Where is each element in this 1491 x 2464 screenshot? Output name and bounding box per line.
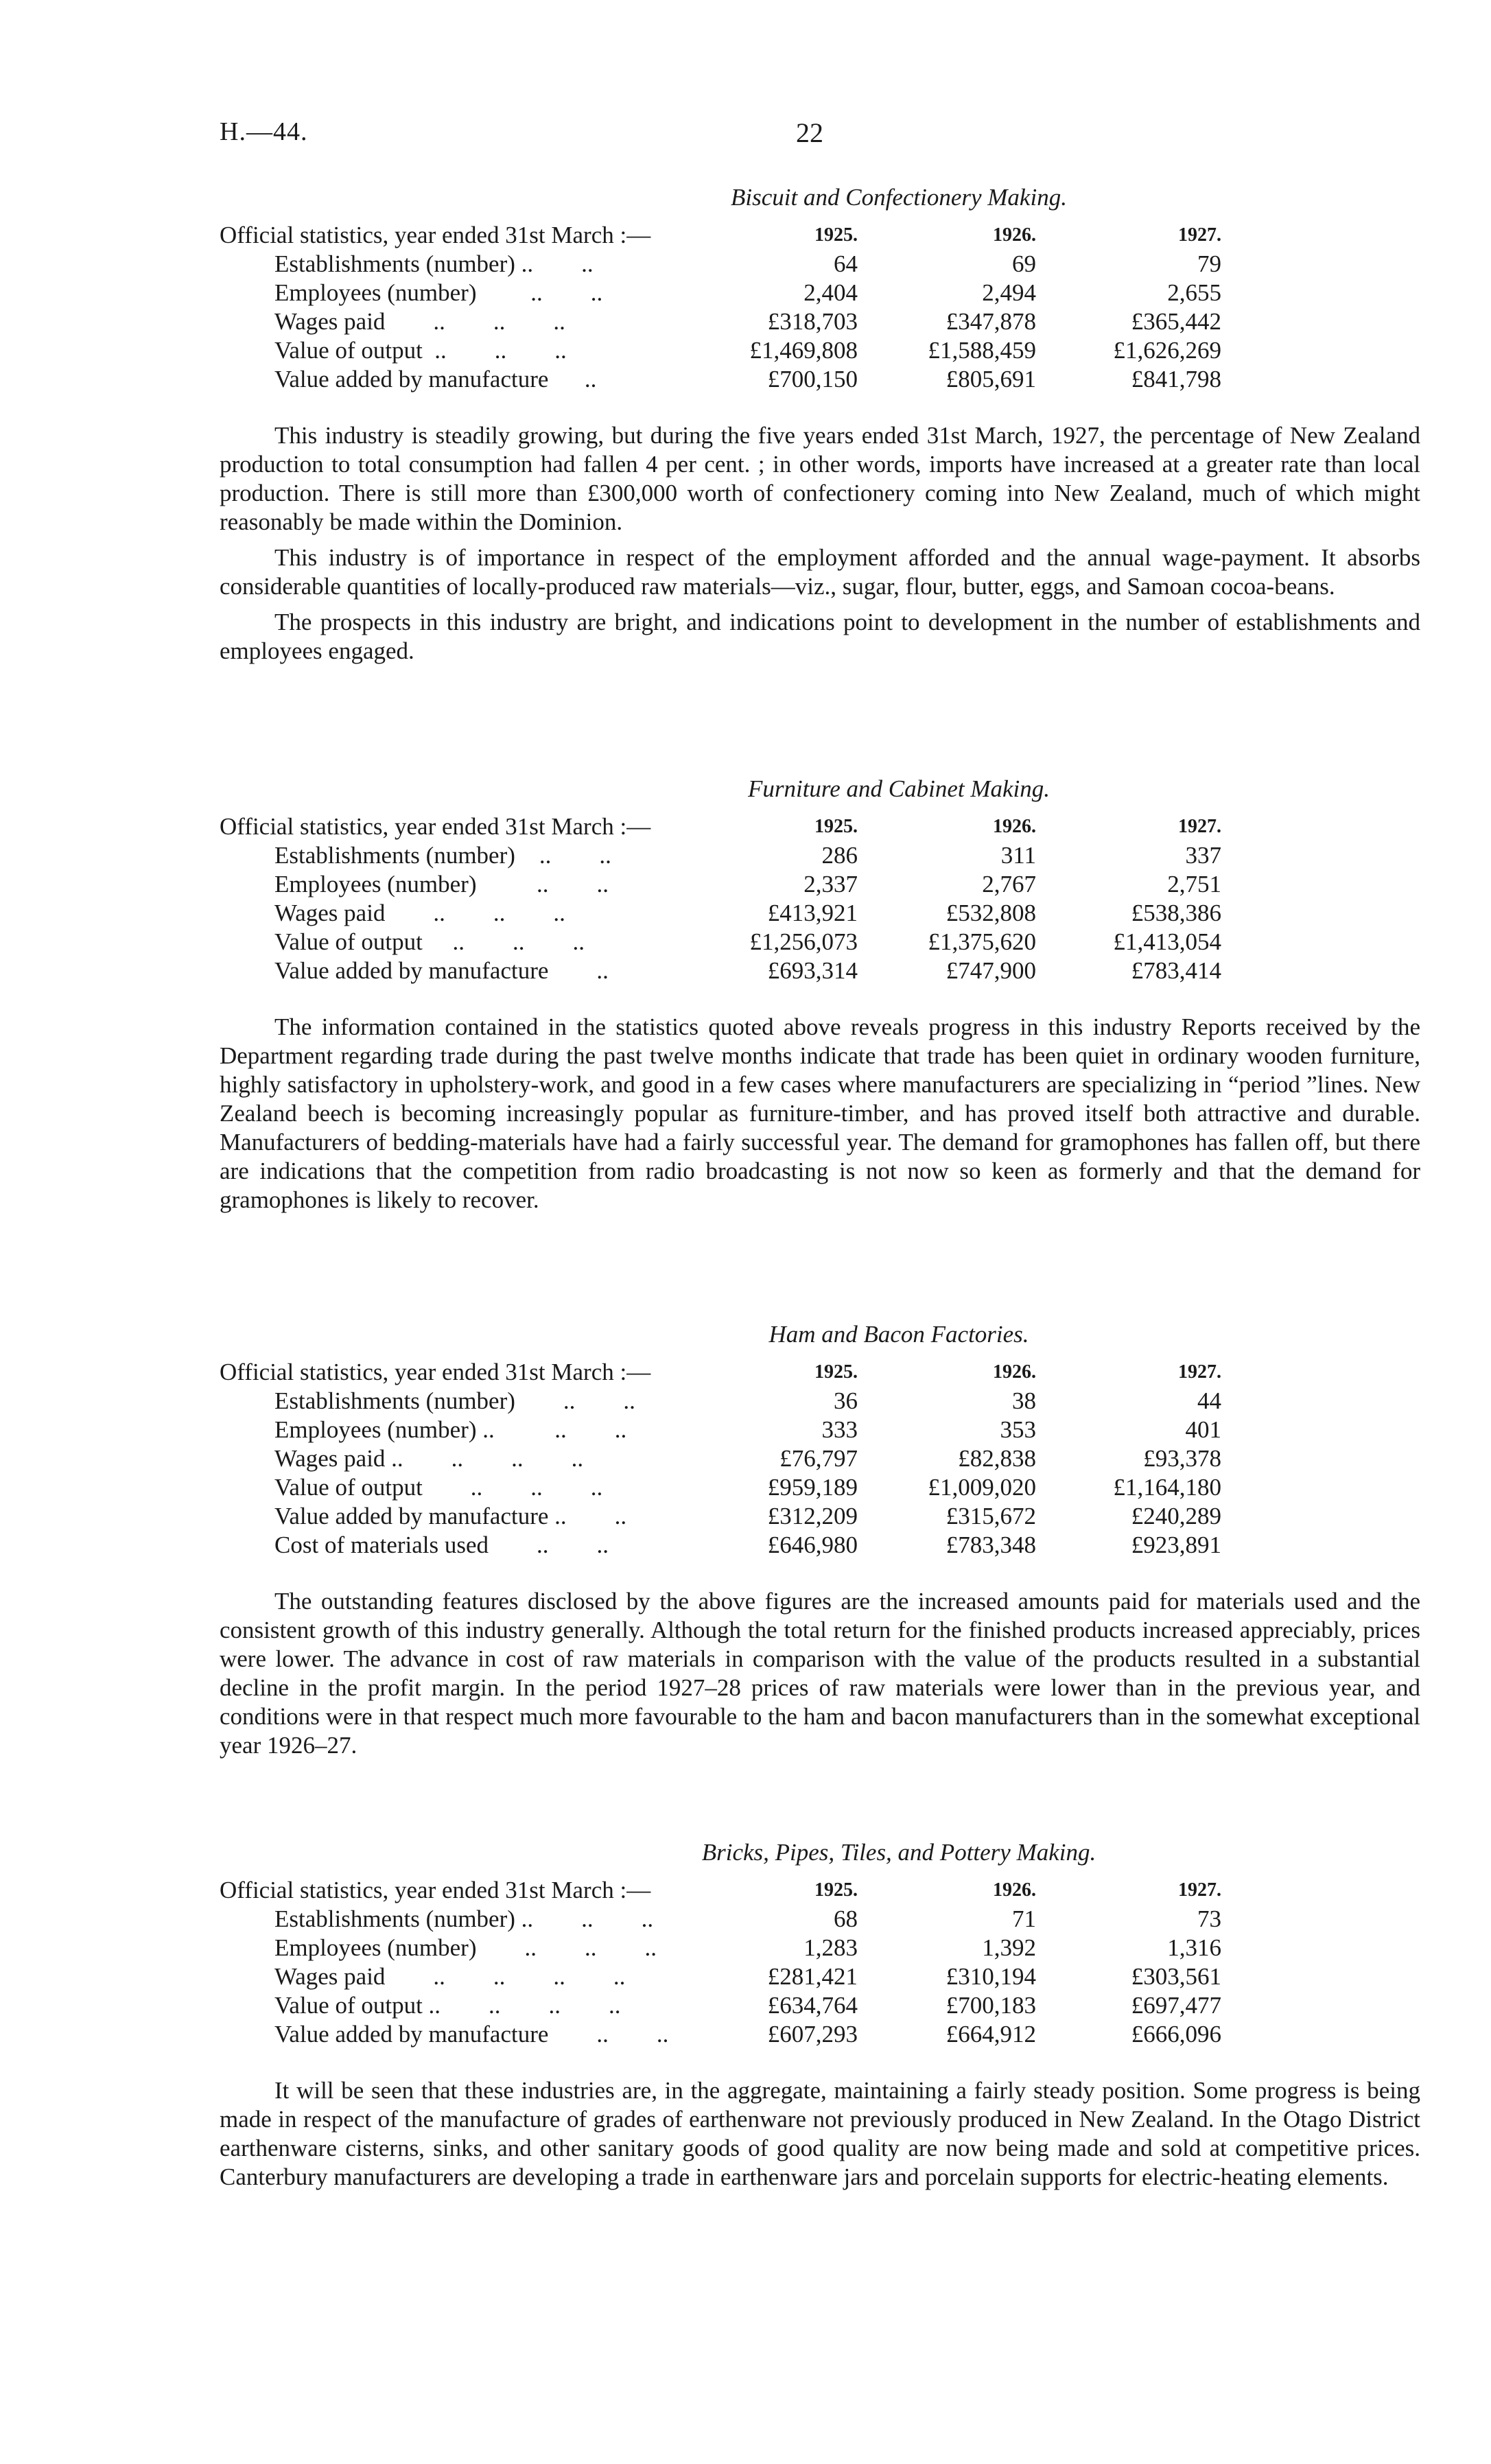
- table-row: [220, 1531, 1420, 1560]
- section-title: Bricks, Pipes, Tiles, and Pottery Making.: [701, 1839, 1096, 1866]
- cell-value: 2,494: [982, 279, 1036, 306]
- table-row: [220, 307, 1420, 336]
- page-number: 22: [796, 117, 823, 148]
- row-label: Value of output .. .. ..: [274, 1474, 603, 1501]
- body-paragraph: This industry is of importance in respect of the employment afforded and the annual wage-payment. It absorbs considerable quantities of locally-produced raw materials—viz., sugar, flour, butter, eggs, and Samoan cocoa-beans.: [220, 544, 1420, 600]
- cell-value: £538,386: [1131, 900, 1221, 926]
- table-row: [220, 1416, 1420, 1444]
- cell-value: £365,442: [1131, 308, 1221, 335]
- cell-value: £1,469,808: [749, 337, 858, 364]
- cell-value: £303,561: [1131, 1963, 1221, 1990]
- cell-value: £1,009,020: [928, 1474, 1036, 1501]
- section-furniture-cabinet: [220, 775, 1420, 1221]
- cell-value: £646,980: [767, 1532, 858, 1558]
- cell-value: 1,283: [803, 1934, 858, 1961]
- cell-value: £413,921: [767, 900, 858, 926]
- row-label: Employees (number) .. ..: [274, 279, 603, 306]
- table-row: [220, 1962, 1420, 1991]
- cell-value: 2,655: [1167, 279, 1221, 306]
- cell-value: £805,691: [946, 366, 1036, 392]
- cell-value: 337: [1185, 842, 1221, 869]
- table-header-row: [220, 1358, 1420, 1387]
- cell-value: £532,808: [946, 900, 1036, 926]
- table-row: [220, 250, 1420, 279]
- cell-value: 401: [1185, 1416, 1221, 1443]
- year-header: 1926.: [993, 816, 1036, 837]
- cell-value: 2,404: [803, 279, 858, 306]
- row-label: Wages paid .. .. .. ..: [274, 1445, 584, 1472]
- table-row: [220, 2020, 1420, 2049]
- cell-value: 64: [834, 250, 858, 277]
- table-intro: Official statistics, year ended 31st March :—: [220, 1359, 651, 1385]
- cell-value: £697,477: [1131, 1992, 1221, 2019]
- statistics-table: [220, 1358, 1420, 1560]
- year-header: 1927.: [1178, 1361, 1221, 1383]
- table-row: [220, 1444, 1420, 1473]
- cell-value: £347,878: [946, 308, 1036, 335]
- table-row: [220, 841, 1420, 870]
- table-row: [220, 1473, 1420, 1502]
- section-ham-bacon: [220, 1321, 1420, 1767]
- cell-value: 44: [1197, 1387, 1221, 1414]
- cell-value: £700,183: [946, 1992, 1036, 2019]
- cell-value: 286: [821, 842, 858, 869]
- table-row: [220, 1934, 1420, 1962]
- cell-value: £93,378: [1143, 1445, 1221, 1472]
- year-header: 1927.: [1178, 224, 1221, 246]
- cell-value: 79: [1197, 250, 1221, 277]
- row-label: Establishments (number) .. ..: [274, 842, 611, 869]
- row-label: Cost of materials used .. ..: [274, 1532, 609, 1558]
- year-header: 1925.: [814, 1361, 858, 1383]
- cell-value: £281,421: [767, 1963, 858, 1990]
- body-paragraph: This industry is steadily growing, but during the five years ended 31st March, 1927, the percentage of New Zealand production to total consumption had fallen 4 per cent. ; in other words, imports have increased at a greater rate than local production. There is still more than £300,000 worth of confectionery coming into New Zealand, much of which might reasonably be made within the Dominion.: [220, 422, 1420, 535]
- table-row: [220, 1991, 1420, 2020]
- cell-value: 73: [1197, 1905, 1221, 1932]
- year-header: 1926.: [993, 1879, 1036, 1901]
- body-paragraph: The outstanding features disclosed by the above figures are the increased amounts paid for materials used and the consistent growth of this industry generally. Although the total return for the finished products increased appreciably, prices were lower. The advance in cost of raw materials in comparison with the value of the products resulted in a substantial decline in the profit margin. In the period 1927–28 prices of raw materials were lower than in the previous year, and conditions were in that respect much more favourable to the ham and bacon manufacturers than in the somewhat exceptional year 1926–27.: [220, 1588, 1420, 1759]
- body-paragraph: The prospects in this industry are bright, and indications point to development in the number of establishments and employees engaged.: [220, 609, 1420, 664]
- row-label: Establishments (number) .. ..: [274, 250, 594, 277]
- table-header-row: [220, 812, 1420, 841]
- cell-value: £76,797: [779, 1445, 858, 1472]
- cell-value: £693,314: [767, 957, 858, 984]
- cell-value: 353: [1000, 1416, 1036, 1443]
- row-label: Value of output .. .. .. ..: [274, 1992, 621, 2019]
- row-label: Wages paid .. .. .. ..: [274, 1963, 626, 1990]
- cell-value: £1,164,180: [1113, 1474, 1221, 1501]
- cell-value: £315,672: [946, 1503, 1036, 1529]
- cell-value: £1,588,459: [928, 337, 1036, 364]
- cell-value: 69: [1012, 250, 1036, 277]
- row-label: Establishments (number) .. .. ..: [274, 1905, 654, 1932]
- cell-value: £1,375,620: [928, 928, 1036, 955]
- year-header: 1926.: [993, 224, 1036, 246]
- row-label: Employees (number) .. .. ..: [274, 1416, 627, 1443]
- row-label: Value added by manufacture .. ..: [274, 1503, 627, 1529]
- cell-value: £700,150: [767, 366, 858, 392]
- cell-value: £312,209: [767, 1503, 858, 1529]
- cell-value: 333: [821, 1416, 858, 1443]
- page-header: [220, 117, 1420, 158]
- cell-value: 1,392: [982, 1934, 1036, 1961]
- section-title: Ham and Bacon Factories.: [768, 1321, 1029, 1348]
- cell-value: £666,096: [1131, 2021, 1221, 2048]
- body-paragraph: It will be seen that these industries are, in the aggregate, maintaining a fairly steady position. Some progress is being made in respect of the manufacture of grades of earthenware not previously produced in New Zealand. In the Otago District earthenware cisterns, sinks, and other sanitary goods of good quality are now being made and sold at competitive prices. Canterbury manufacturers are developing a trade in earthenware jars and porcelain supports for electric-heating elements.: [220, 2077, 1420, 2190]
- year-header: 1926.: [993, 1361, 1036, 1383]
- year-header: 1925.: [814, 1879, 858, 1901]
- section-bricks-pottery: [220, 1839, 1420, 2198]
- row-label: Value of output .. .. ..: [274, 337, 567, 364]
- section-title: Furniture and Cabinet Making.: [747, 775, 1050, 802]
- cell-value: 71: [1012, 1905, 1036, 1932]
- year-header: 1927.: [1178, 1879, 1221, 1901]
- row-label: Value of output .. .. ..: [274, 928, 585, 955]
- cell-value: £959,189: [767, 1474, 858, 1501]
- section-biscuit-confectionery: [220, 184, 1420, 672]
- table-header-row: [220, 221, 1420, 250]
- cell-value: 2,751: [1167, 871, 1221, 897]
- year-header: 1927.: [1178, 816, 1221, 837]
- year-header: 1925.: [814, 816, 858, 837]
- cell-value: 1,316: [1167, 1934, 1221, 1961]
- table-row: [220, 928, 1420, 957]
- row-label: Establishments (number) .. ..: [274, 1387, 635, 1414]
- row-label: Employees (number) .. ..: [274, 871, 609, 897]
- cell-value: £318,703: [767, 308, 858, 335]
- cell-value: 311: [1000, 842, 1036, 869]
- table-row: [220, 870, 1420, 899]
- row-label: Value added by manufacture ..: [274, 366, 597, 392]
- row-label: Employees (number) .. .. ..: [274, 1934, 657, 1961]
- row-label: Value added by manufacture .. ..: [274, 2021, 669, 2048]
- table-header-row: [220, 1876, 1420, 1905]
- row-label: Wages paid .. .. ..: [274, 308, 565, 335]
- body-paragraph: The information contained in the statistics quoted above reveals progress in this industry Reports received by the Department regarding trade during the past twelve months indicate that trade has been quiet in ordinary wooden furniture, highly satisfactory in upholstery-work, and good in a few cases where manufacturers are specializing in “period ”lines. New Zealand beech is becoming increasingly popular as furniture-timber, and has proved itself both attractive and durable. Manufacturers of bedding-materials have had a fairly successful year. The demand for gramophones has fallen off, but there are indications that the competition from radio broadcasting is not now so keen as formerly and that the demand for gramophones is likely to recover.: [220, 1013, 1420, 1213]
- row-label: Value added by manufacture ..: [274, 957, 609, 984]
- cell-value: £783,348: [946, 1532, 1036, 1558]
- section-title: Biscuit and Confectionery Making.: [731, 184, 1067, 211]
- cell-value: 2,767: [982, 871, 1036, 897]
- cell-value: £923,891: [1131, 1532, 1221, 1558]
- cell-value: £747,900: [946, 957, 1036, 984]
- cell-value: £634,764: [767, 1992, 858, 2019]
- cell-value: £82,838: [958, 1445, 1036, 1472]
- cell-value: 2,337: [803, 871, 858, 897]
- cell-value: £607,293: [767, 2021, 858, 2048]
- statistics-table: [220, 221, 1420, 394]
- table-intro: Official statistics, year ended 31st March :—: [220, 222, 651, 248]
- table-row: [220, 957, 1420, 985]
- table-row: [220, 1905, 1420, 1934]
- table-intro: Official statistics, year ended 31st March :—: [220, 1877, 651, 1903]
- cell-value: £783,414: [1131, 957, 1221, 984]
- cell-value: £841,798: [1131, 366, 1221, 392]
- table-row: [220, 365, 1420, 394]
- document-reference: H.—44.: [220, 117, 308, 146]
- row-label: Wages paid .. .. ..: [274, 900, 565, 926]
- table-row: [220, 336, 1420, 365]
- cell-value: £240,289: [1131, 1503, 1221, 1529]
- cell-value: £310,194: [946, 1963, 1036, 1990]
- cell-value: 36: [834, 1387, 858, 1414]
- cell-value: 68: [834, 1905, 858, 1932]
- table-row: [220, 279, 1420, 307]
- cell-value: £664,912: [946, 2021, 1036, 2048]
- cell-value: 38: [1012, 1387, 1036, 1414]
- cell-value: £1,626,269: [1113, 337, 1221, 364]
- year-header: 1925.: [814, 224, 858, 246]
- statistics-table: [220, 1876, 1420, 2049]
- table-row: [220, 899, 1420, 928]
- table-row: [220, 1387, 1420, 1416]
- table-row: [220, 1502, 1420, 1531]
- cell-value: £1,256,073: [749, 928, 858, 955]
- cell-value: £1,413,054: [1113, 928, 1221, 955]
- statistics-table: [220, 812, 1420, 985]
- table-intro: Official statistics, year ended 31st March :—: [220, 813, 651, 840]
